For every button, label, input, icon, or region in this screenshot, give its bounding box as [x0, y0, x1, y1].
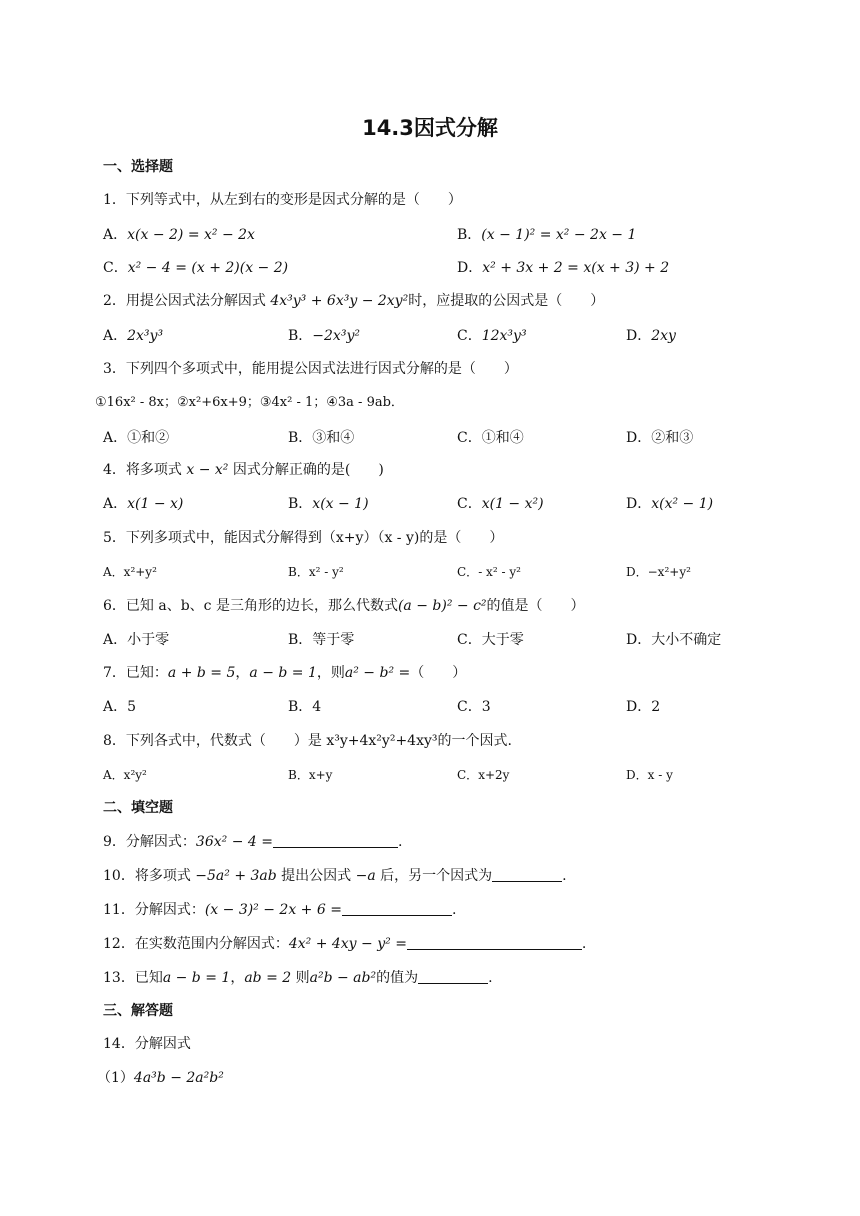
q2-option-a: A．2x³y³: [103, 328, 164, 344]
q8-option-d: D．x - y: [626, 768, 673, 782]
q13-answer-blank[interactable]: [418, 969, 488, 984]
q7-option-d: D．2: [626, 699, 661, 715]
section-heading-answer: 三、解答题: [103, 1003, 173, 1019]
q1-option-b: B．(x − 1)² = x² − 2x − 1: [457, 227, 637, 243]
question-3-items: ①16x² - 8x；②x²+6x+9；③4x² - 1；④3a - 9ab．: [95, 395, 404, 410]
q3-option-a: A．①和②: [103, 430, 170, 446]
q7-option-b: B．4: [288, 699, 322, 715]
q6-option-d: D．大小不确定: [626, 632, 722, 648]
q4-option-c: C．x(1 − x²): [457, 496, 544, 512]
q4-option-a: A．x(1 − x): [103, 496, 184, 512]
question-13: 13．已知a − b = 1，ab = 2 则a²b − ab²的值为 .: [103, 970, 493, 986]
q5-option-b: B．x² - y²: [288, 565, 344, 579]
q6-option-a: A．小于零: [103, 632, 170, 648]
question-7-stem: 7．已知：a + b = 5，a − b = 1，则a² − b² =（ ）: [103, 665, 467, 681]
q8-option-b: B．x+y: [288, 768, 333, 782]
q2-option-c: C．12x³y³: [457, 328, 527, 344]
q3-option-d: D．②和③: [626, 430, 694, 446]
question-8-stem: 8．下列各式中，代数式（ ）是 x³y+4x²y²+4xy³的一个因式.: [103, 733, 512, 749]
question-14-part-1: （1）4a³b − 2a²b²: [97, 1070, 224, 1086]
question-1-stem: 1．下列等式中，从左到右的变形是因式分解的是（ ）: [103, 192, 462, 208]
q2-option-b: B．−2x³y²: [288, 328, 360, 344]
question-6-stem: 6．已知 a、b、c 是三角形的边长，那么代数式(a − b)² − c²的值是（ ）: [103, 598, 585, 614]
question-5-stem: 5．下列多项式中，能因式分解得到（x+y）（x - y)的是（ ）: [103, 530, 504, 546]
q8-option-a: A．x²y²: [103, 768, 147, 782]
q12-answer-blank[interactable]: [407, 935, 582, 950]
q5-option-d: D．−x²+y²: [626, 565, 691, 579]
question-3-stem: 3．下列四个多项式中，能用提公因式法进行因式分解的是（ ）: [103, 361, 518, 377]
page-title: 14.3因式分解: [362, 116, 498, 140]
q7-option-c: C．3: [457, 699, 491, 715]
q4-option-d: D．x(x² − 1): [626, 496, 714, 512]
question-14-stem: 14．分解因式: [103, 1036, 191, 1052]
section-heading-fill: 二、填空题: [103, 800, 173, 816]
section-heading-choice: 一、选择题: [103, 159, 173, 175]
q2-option-d: D．2xy: [626, 328, 676, 344]
q3-option-b: B．③和④: [288, 430, 355, 446]
q9-answer-blank[interactable]: [273, 833, 398, 848]
q10-answer-blank[interactable]: [492, 867, 562, 882]
question-4-stem: 4．将多项式 x − x² 因式分解正确的是( ): [103, 462, 384, 478]
question-12: 12．在实数范围内分解因式：4x² + 4xy − y² = .: [103, 936, 587, 952]
q3-option-c: C．①和④: [457, 430, 524, 446]
q1-option-a: A．x(x − 2) = x² − 2x: [103, 227, 255, 243]
q6-option-c: C．大于零: [457, 632, 524, 648]
q1-option-c: C．x² − 4 = (x + 2)(x − 2): [103, 260, 289, 276]
q7-option-a: A．5: [103, 699, 137, 715]
question-10: 10．将多项式 −5a² + 3ab 提出公因式 −a 后，另一个因式为 .: [103, 868, 567, 884]
q6-option-b: B．等于零: [288, 632, 355, 648]
q5-option-a: A．x²+y²: [103, 565, 157, 579]
q11-answer-blank[interactable]: [342, 901, 452, 916]
question-2-stem: 2．用提公因式法分解因式 4x³y³ + 6x³y − 2xy²时，应提取的公因式是（ ）: [103, 293, 605, 309]
q5-option-c: C．- x² - y²: [457, 565, 521, 579]
question-11: 11．分解因式：(x − 3)² − 2x + 6 = .: [103, 902, 457, 918]
q4-option-b: B．x(x − 1): [288, 496, 369, 512]
q8-option-c: C．x+2y: [457, 768, 510, 782]
question-9: 9．分解因式：36x² − 4 = .: [103, 834, 403, 850]
q1-option-d: D．x² + 3x + 2 = x(x + 3) + 2: [457, 260, 670, 276]
